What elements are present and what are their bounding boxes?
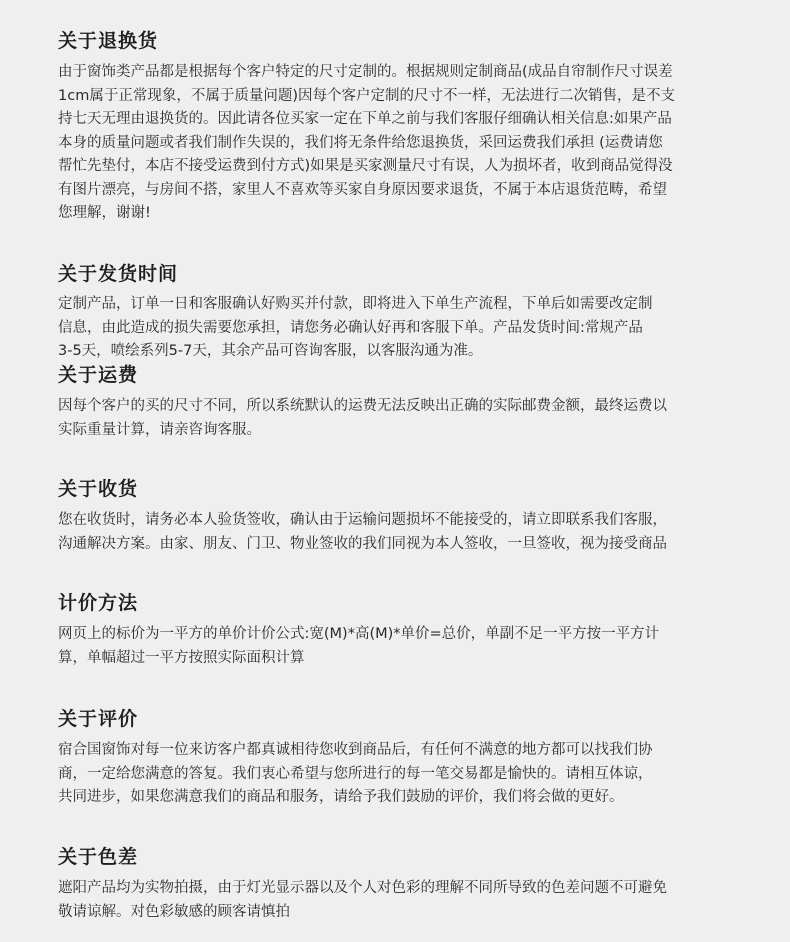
text-line: 定制产品，订单一日和客服确认好购买并付款，即将进入下单生产流程，下单后如需要改定制 xyxy=(58,296,653,312)
section-title-returns: 关于退换货 xyxy=(58,30,159,52)
text-line: 您理解，谢谢! xyxy=(58,205,151,221)
section-title-pricing: 计价方法 xyxy=(58,592,139,614)
section-body-pricing xyxy=(58,623,732,670)
text-line: 网页上的标价为一平方的单价计价公式:宽(M)*高(M)*单价=总价，单副不足一平方按一平方计 xyxy=(58,626,660,642)
text-line: 敬请谅解。对色彩敏感的顾客请慎拍 xyxy=(58,903,290,920)
section-title-shipping-time: 关于发货时间 xyxy=(58,263,179,285)
section-body-color-difference xyxy=(58,877,732,924)
section-body-returns xyxy=(58,61,732,226)
section-body-freight xyxy=(58,395,732,442)
text-line: 本身的质量问题或者我们制作失误的，我们将无条件给您退换货，采回运费我们承担 (运费请您 xyxy=(58,134,663,151)
text-line: 您在收货时，请务必本人验货签收，确认由于运输问题损坏不能接受的，请立即联系我们客服， xyxy=(58,512,667,528)
text-line: 算，单幅超过一平方按照实际面积计算 xyxy=(58,649,305,666)
text-line: 沟通解决方案。由家、朋友、门卫、物业签收的我们同视为本人签收，一旦签收，视为接受商品 xyxy=(58,535,667,552)
text-line: 共同进步，如果您满意我们的商品和服务，请给予我们鼓励的评价，我们将会做的更好。 xyxy=(58,789,624,805)
text-line: 有图片漂亮，与房间不搭，家里人不喜欢等买家自身原因要求退货，不属于本店退货范畴，希望 xyxy=(58,181,667,198)
text-line: 持七天无理由退换货的。因此请各位买家一定在下单之前与我们客服仔细确认相关信息:如果产品 xyxy=(58,111,672,127)
section-title-reviews: 关于评价 xyxy=(58,708,139,730)
text-line: 实际重量计算，请亲咨询客服。 xyxy=(58,421,261,438)
text-line: 因每个客户的买的尺寸不同，所以系统默认的运费无法反映出正确的实际邮费金额，最终运费以 xyxy=(58,398,667,414)
section-title-freight: 关于运费 xyxy=(58,364,139,386)
section-title-receiving: 关于收货 xyxy=(58,478,139,500)
text-line: 3-5天，喷绘系列5-7天，其余产品可咨询客服，以客服沟通为准。 xyxy=(58,343,483,359)
section-body-reviews xyxy=(58,739,732,810)
text-line: 帮忙先垫付，本店不接受运费到付方式)如果是买家测量尺寸有误，人为损坏者，收到商品觉得没 xyxy=(58,158,673,174)
text-line: 宿合国窗饰对每一位来访客户都真诚相待您收到商品后，有任何不满意的地方都可以找我们协 xyxy=(58,742,653,758)
text-line: 1cm属于正常现象，不属于质量问题)因每个客户定制的尺寸不一样，无法进行二次销售，是不支 xyxy=(58,87,675,104)
section-body-receiving xyxy=(58,509,732,556)
text-line: 信息，由此造成的损失需要您承担，请您务必确认好再和客服下单。产品发货时间:常规产品 xyxy=(58,319,643,336)
text-line: 由于窗饰类产品都是根据每个客户特定的尺寸定制的。根据规则定制商品(成品自帘制作尺寸误差 xyxy=(58,64,673,80)
text-line: 商，一定给您满意的答复。我们衷心希望与您所进行的每一笔交易都是愉快的。请相互体谅， xyxy=(58,765,653,782)
section-body-shipping-time xyxy=(58,261,732,364)
section-title-color-difference: 关于色差 xyxy=(58,846,139,868)
text-line: 遮阳产品均为实物拍摄，由于灯光显示器以及个人对色彩的理解不同所导致的色差问题不可避免 xyxy=(58,880,667,896)
